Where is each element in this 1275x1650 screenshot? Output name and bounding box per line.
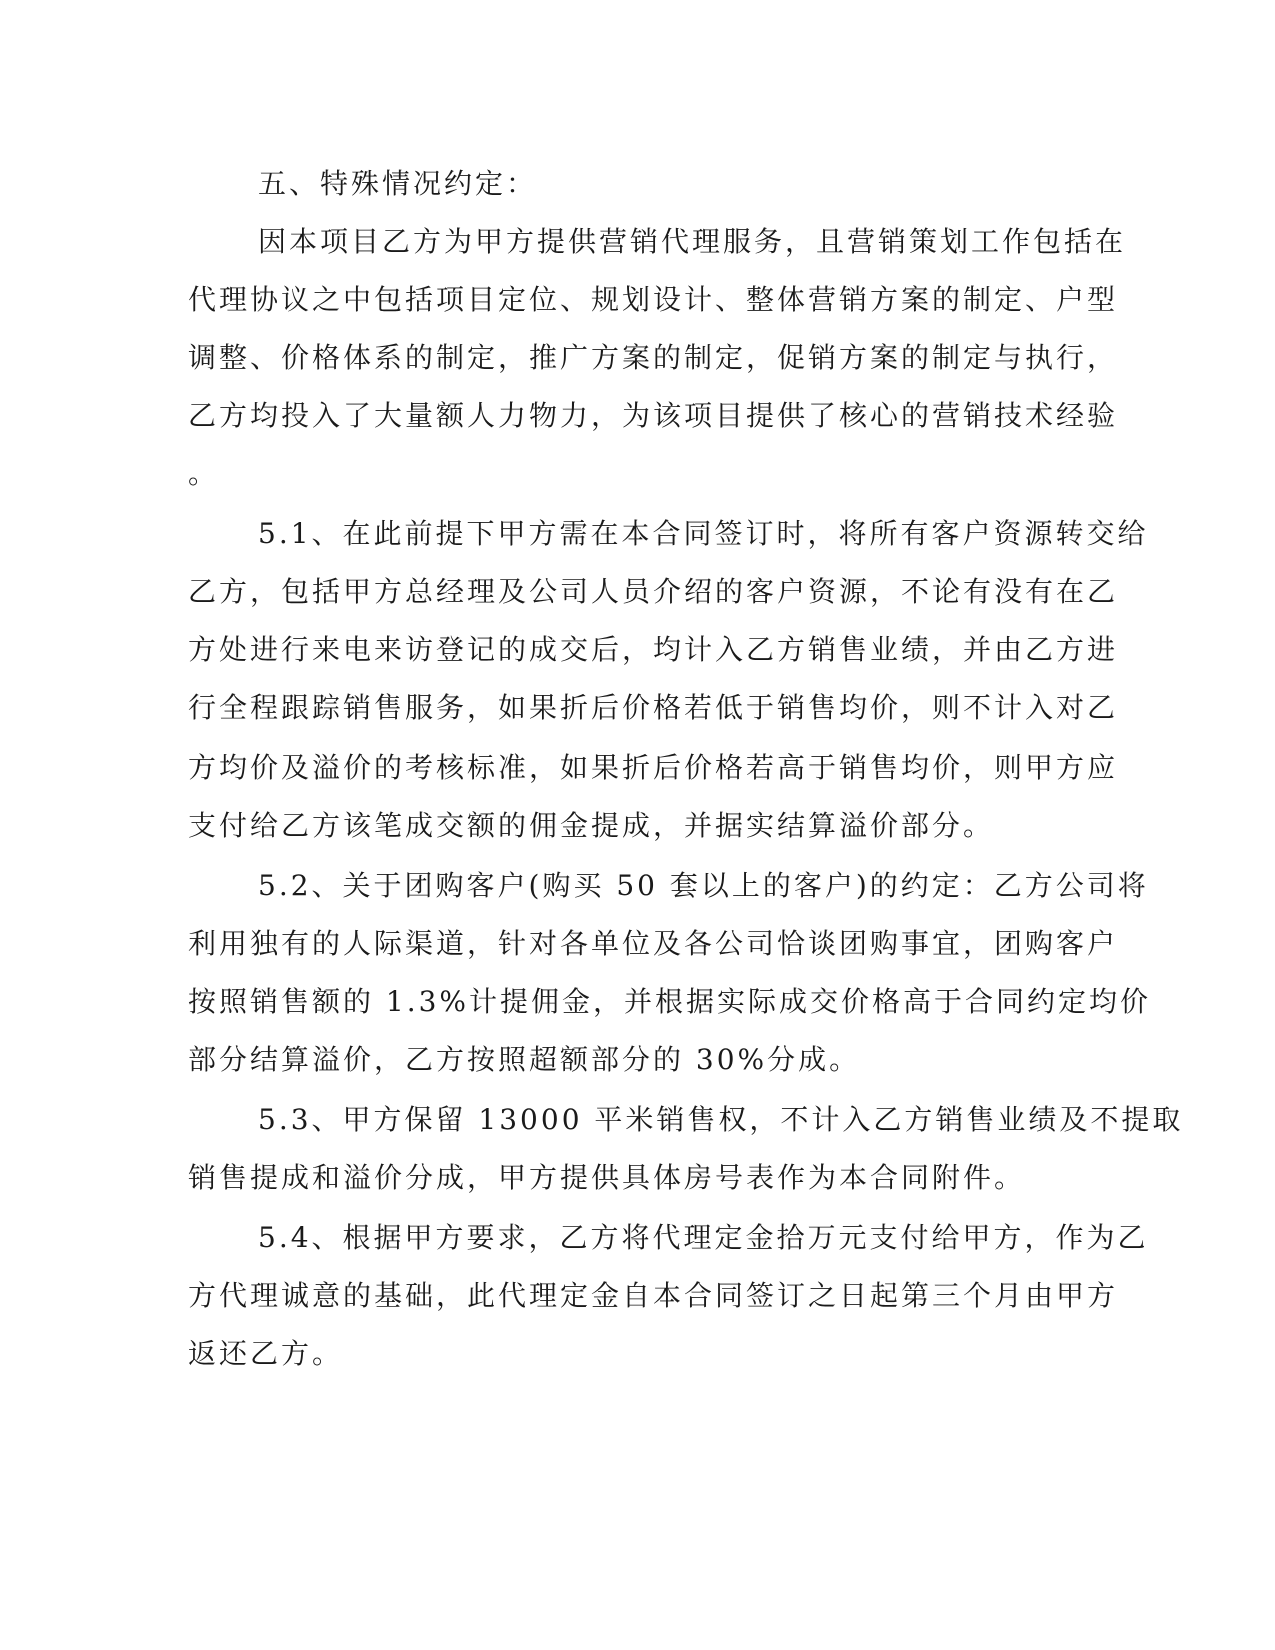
- paragraph-line: 方处进行来电来访登记的成交后，均计入乙方销售业绩，并由乙方进: [188, 633, 1119, 666]
- paragraph-line: 代理协议之中包括项目定位、规划设计、整体营销方案的制定、户型: [188, 283, 1119, 316]
- paragraph-line: 销售提成和溢价分成，甲方提供具体房号表作为本合同附件。: [188, 1161, 1026, 1194]
- paragraph-line: 部分结算溢价，乙方按照超额部分的 30%分成。: [188, 1043, 861, 1076]
- paragraph-line: 。: [188, 457, 220, 490]
- paragraph-line: 方代理诚意的基础，此代理定金自本合同签订之日起第三个月由甲方: [188, 1279, 1119, 1312]
- paragraph-line: 乙方，包括甲方总经理及公司人员介绍的客户资源，不论有没有在乙: [188, 575, 1119, 608]
- paragraph-line: 利用独有的人际渠道，针对各单位及各公司恰谈团购事宜，团购客户: [188, 927, 1119, 960]
- section-heading: 五、特殊情况约定：: [258, 167, 538, 200]
- paragraph-line: 按照销售额的 1.3%计提佣金，并根据实际成交价格高于合同约定均价: [188, 985, 1152, 1018]
- paragraph-line: 支付给乙方该笔成交额的佣金提成，并据实结算溢价部分。: [188, 809, 995, 842]
- paragraph-line: 调整、价格体系的制定，推广方案的制定，促销方案的制定与执行，: [188, 341, 1119, 374]
- paragraph-line: 5.2、关于团购客户(购买 50 套以上的客户)的约定：乙方公司将: [258, 869, 1149, 902]
- paragraph-line: 方均价及溢价的考核标准，如果折后价格若高于销售均价，则甲方应: [188, 751, 1119, 784]
- paragraph-line: 行全程跟踪销售服务，如果折后价格若低于销售均价，则不计入对乙: [188, 691, 1119, 724]
- paragraph-line: 因本项目乙方为甲方提供营销代理服务，且营销策划工作包括在: [258, 225, 1127, 258]
- paragraph-line: 5.3、甲方保留 13000 平米销售权，不计入乙方销售业绩及不提取: [258, 1103, 1184, 1136]
- paragraph-line: 5.4、根据甲方要求，乙方将代理定金拾万元支付给甲方，作为乙: [258, 1221, 1149, 1254]
- paragraph-line: 返还乙方。: [188, 1337, 344, 1370]
- paragraph-line: 乙方均投入了大量额人力物力，为该项目提供了核心的营销技术经验: [188, 399, 1119, 432]
- paragraph-line: 5.1、在此前提下甲方需在本合同签订时，将所有客户资源转交给: [258, 517, 1149, 550]
